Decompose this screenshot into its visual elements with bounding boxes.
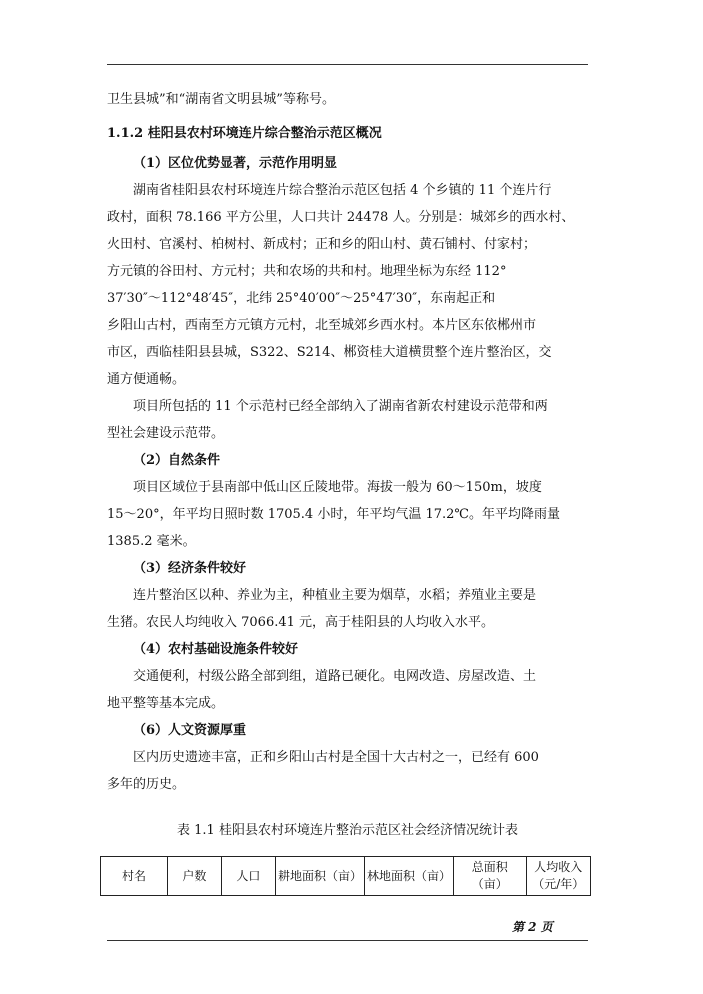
body-line: 政村，面积 78.166 平方公里，人口共计 24478 人。分别是：城郊乡的西水村、 (107, 210, 575, 225)
body-line: 项目区域位于县南部中低山区丘陵地带。海拔一般为 60～150m，坡度 (133, 480, 542, 495)
table-header-row (101, 857, 591, 896)
header-rule (107, 64, 588, 65)
body-line: 37′30″～112°48′45″，北纬 25°40′00″～25°47′30″，东南起正和 (107, 291, 496, 306)
col-forest: 林地面积（亩） (364, 857, 453, 896)
body-line: 区内历史遗迹丰富，正和乡阳山古村是全国十大古村之一，已经有 600 (133, 750, 539, 765)
body-line: 生猪。农民人均纯收入 7066.41 元，高于桂阳县的人均收入水平。 (107, 615, 495, 630)
body-line: 1385.2 毫米。 (107, 534, 196, 549)
subsection-heading: （6）人文资源厚重 (133, 723, 247, 738)
col-income-line2: （元/年） (532, 877, 585, 891)
body-line: 火田村、官溪村、柏树村、新成村；正和乡的阳山村、黄石铺村、付家村； (107, 237, 537, 252)
col-total-area (454, 857, 526, 896)
body-line: 项目所包括的 11 个示范村已经全部纳入了湖南省新农村建设示范带和两 (133, 399, 548, 414)
body-line: 15～20°，年平均日照时数 1705.4 小时，年平均气温 17.2℃。年平均降雨量 (107, 507, 560, 522)
col-households: 户数 (167, 857, 221, 896)
subsection-heading: （4）农村基础设施条件较好 (133, 642, 299, 657)
subsection-heading: （3）经济条件较好 (133, 561, 247, 576)
section-heading: 1.1.2 桂阳县农村环境连片综合整治示范区概况 (107, 126, 382, 141)
body-line: 连片整治区以种、养业为主，种植业主要为烟草，水稻；养殖业主要是 (133, 588, 537, 603)
col-total-area-line1: 总面积 (471, 860, 508, 874)
table-caption: 表 1.1 桂阳县农村环境连片整治示范区社会经济情况统计表 (177, 823, 518, 838)
col-income (526, 857, 591, 896)
body-line: 湖南省桂阳县农村环境连片综合整治示范区包括 4 个乡镇的 11 个连片行 (133, 183, 552, 198)
body-line: 地平整等基本完成。 (107, 696, 225, 711)
body-line: 交通便利，村级公路全部到组，道路已硬化。电网改造、房屋改造、土 (133, 669, 537, 684)
body-line: 通方便通畅。 (107, 372, 186, 387)
body-line: 多年的历史。 (107, 777, 186, 792)
body-line: 卫生县城”和“湖南省文明县城”等称号。 (107, 92, 335, 107)
footer-rule (107, 940, 588, 941)
col-farmland: 耕地面积（亩） (275, 857, 364, 896)
col-income-line1: 人均收入 (534, 860, 583, 874)
body-line: 乡阳山古村，西南至方元镇方元村，北至城郊乡西水村。本片区东依郴州市 (107, 318, 537, 333)
body-line: 市区，西临桂阳县县城，S322、S214、郴资桂大道横贯整个连片整治区，交 (107, 345, 552, 360)
col-population: 人口 (221, 857, 275, 896)
body-line: 方元镇的谷田村、方元村；共和农场的共和村。地理坐标为东经 112° (107, 264, 507, 279)
page-number: 第 2 页 (512, 920, 553, 934)
stats-table (100, 856, 591, 896)
subsection-heading: （1）区位优势显著，示范作用明显 (133, 156, 338, 171)
document-body (107, 86, 588, 798)
col-village: 村名 (101, 857, 168, 896)
col-total-area-line2: （亩） (471, 877, 508, 891)
subsection-heading: （2）自然条件 (133, 453, 221, 468)
body-line: 型社会建设示范带。 (107, 426, 225, 441)
